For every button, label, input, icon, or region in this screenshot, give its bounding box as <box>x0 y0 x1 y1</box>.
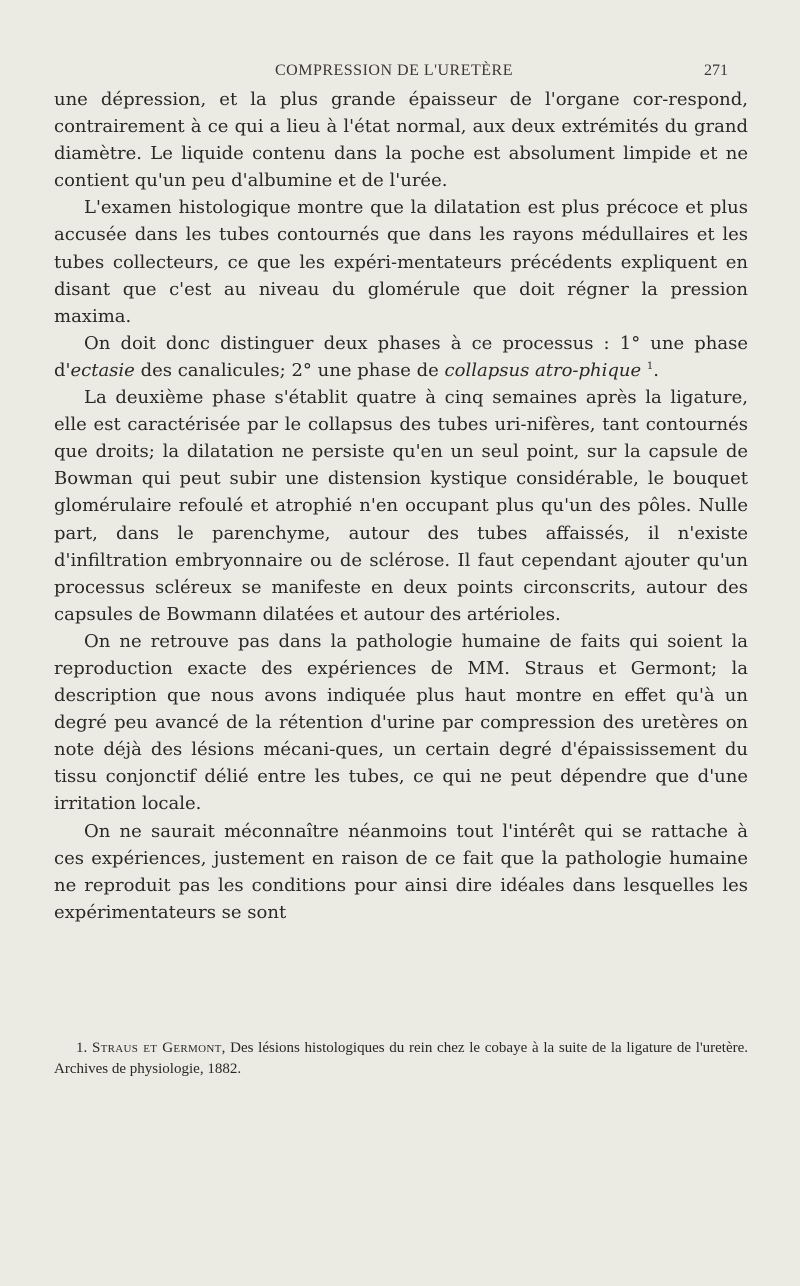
paragraph-3-text-f: . <box>653 359 659 381</box>
paragraph-1: une dépression, et la plus grande épaisseur de l'organe cor-respond, contrairement à ce qui a lieu à l'état normal, aux deux extrémités du grand diamètre. Le liquide contenu dans la poche est absolument limpide et ne contient qu'un peu d'albumine et de l'urée. <box>54 89 748 192</box>
page-number: 271 <box>704 62 728 79</box>
footnote-marker: 1 <box>646 360 654 372</box>
footnote-number: 1. <box>76 1040 88 1056</box>
paragraph-4: La deuxième phase s'établit quatre à cinq semaines après la ligature, elle est caractérisée par le collapsus des tubes uri-nifères, tant contournés que droits; la dilatation ne persiste qu'en un seul point, sur la capsule de Bowman qui peut subir une distension kystique considérable, le bouquet glomérulaire refoulé et atrophié n'en occupant plus qu'un des pôles. Nulle part, dans le parenchyme, autour des tubes affaissés, il n'existe d'infiltration embryonnaire ou de sclérose. Il faut cependant ajouter qu'un processus scléreux se manifeste en deux points circonscrits, autour des capsules de Bowmann dilatées et autour des artérioles. <box>54 387 748 625</box>
body-text <box>54 86 748 926</box>
paragraph-3-text-a: On doit donc distinguer deux phases à ce processus : 1° une phase d' <box>54 332 748 381</box>
paragraph-2: L'examen histologique montre que la dilatation est plus précoce et plus accusée dans les tubes contournés que dans les rayons médullaires et les tubes collecteurs, ce que les expéri-mentateurs précédents expliquent en disant que c'est au niveau du glomérule que doit régner la pression maxima. <box>54 197 748 327</box>
paragraph-3-italic-ectasie: ectasie <box>70 359 135 381</box>
footnote-journal: Archives de physiologie <box>54 1061 200 1077</box>
paragraph-3-text-c: des canalicules; 2° une phase de <box>134 359 445 381</box>
paragraph-3 <box>54 330 748 384</box>
paragraph-5: On ne retrouve pas dans la pathologie humaine de faits qui soient la reproduction exacte des expériences de MM. Straus et Germont; la description que nous avons indiquée plus haut montre en effet qu'à un degré peu avancé de la rétention d'urine par compression des uretères on note déjà des lésions mécani-ques, un certain degré d'épaississement du tissu conjonctif délié entre les tubes, ce qui ne peut dépendre que d'une irritation locale. <box>54 630 748 815</box>
footnote-authors: Straus et Germont <box>91 1040 222 1056</box>
page-header <box>60 62 728 84</box>
paragraph-6: On ne saurait méconnaître néanmoins tout l'intérêt qui se rattache à ces expériences, justement en raison de ce fait que la pathologie humaine ne reproduit pas les conditions pour ainsi dire idéales dans lesquelles les expérimentateurs se sont <box>54 820 748 923</box>
footnote-1 <box>54 1038 748 1080</box>
running-title: COMPRESSION DE L'URETÈRE <box>274 62 513 79</box>
footnotes <box>54 1038 748 1080</box>
footnote-year: , 1882. <box>199 1061 242 1077</box>
paragraph-3-italic-collapsus: collapsus atro-phique <box>444 359 642 381</box>
footnote-text: , Des lésions histologiques du rein chez le cobaye à la suite de la ligature de l'uretère. <box>221 1040 749 1056</box>
